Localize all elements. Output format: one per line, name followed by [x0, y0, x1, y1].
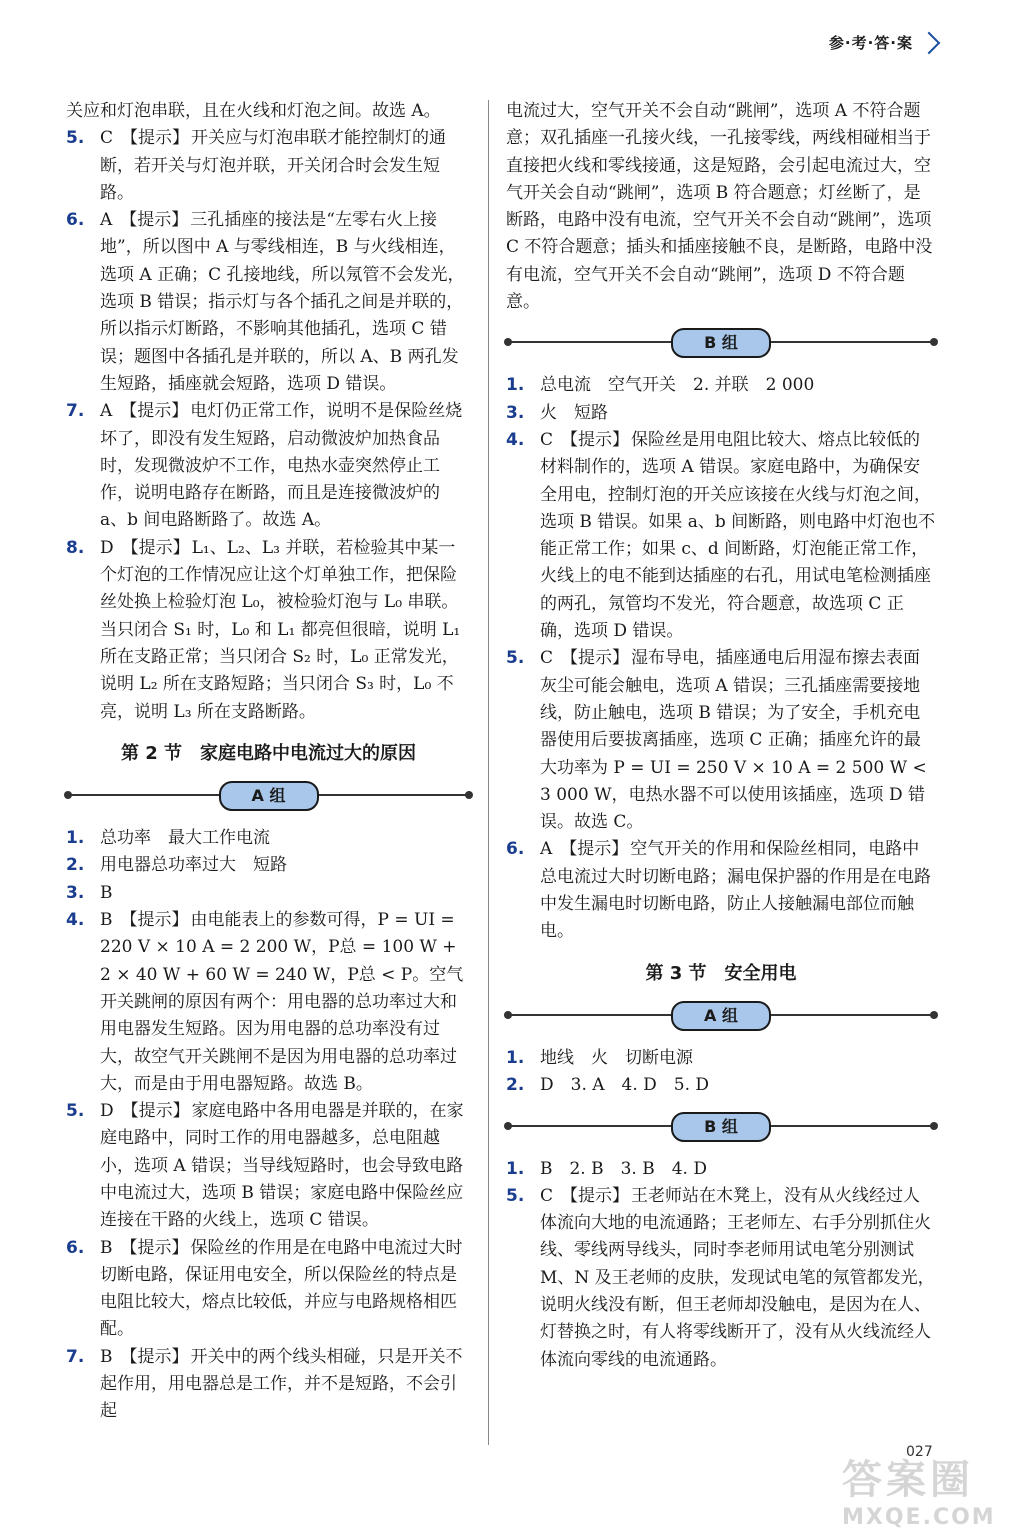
- answer-choice: A: [100, 210, 113, 231]
- answer-text: 火 短路: [540, 402, 608, 423]
- answer-choice: D: [100, 537, 114, 558]
- answer-number: 4.: [66, 910, 85, 931]
- page-number: 027: [906, 1444, 933, 1460]
- answer-list: [506, 372, 936, 945]
- answer-list: [66, 125, 471, 726]
- answer-item: [66, 1235, 471, 1344]
- left-column: [66, 98, 471, 1426]
- hint-label: 【提示】: [120, 1237, 189, 1258]
- hint-label: 【提示】: [560, 839, 629, 860]
- answer-item: [506, 645, 936, 836]
- watermark-text: 答案圈: [842, 1457, 974, 1503]
- answer-text: 总功率 最大工作电流: [100, 828, 270, 849]
- answer-item: [66, 207, 471, 398]
- continued-text: 关应和灯泡串联，且在火线和灯泡之间。故选 A。: [66, 101, 441, 121]
- hint-label: 【提示】: [561, 429, 630, 450]
- answer-text: 电灯仍正常工作，说明不是保险丝烧坏了，即没有发生短路，启动微波炉加热食品时，发现微波炉不工作，电热水壶突然停止工作，说明电路存在断路，而且是连接微波炉的 a、b 间电路断路了。故选 A。: [100, 401, 463, 531]
- answer-number: 8.: [66, 537, 85, 558]
- answer-choice: B: [100, 910, 113, 931]
- answer-text: 地线 火 切断电源: [540, 1047, 693, 1068]
- answer-number: 7.: [66, 1346, 85, 1367]
- group-label: B 组: [671, 1112, 771, 1142]
- answer-choice: C: [540, 429, 554, 450]
- answer-text: 由电能表上的参数可得，P = UI = 220 V × 10 A = 2 200 W，P总 = 100 W + 2 × 40 W + 60 W = 240 W，P总 < P。空气开关跳闸的原因有两个：用电器的总功率过大和用电器发生短路。因为用电器的总功率没有过大，故空气开关跳闸不是因为用电器的总功率过大，而是由于用电器短路。故选 B。: [100, 910, 464, 1094]
- answer-item: [66, 907, 471, 1098]
- answer-number: 1.: [506, 375, 525, 396]
- group-band: [506, 324, 936, 360]
- answer-choice: C: [540, 648, 554, 669]
- answer-choice: A: [100, 401, 113, 422]
- answer-number: 7.: [66, 401, 85, 422]
- right-column: [506, 98, 936, 1374]
- answer-item: [506, 1183, 936, 1374]
- answer-text: 总电流 空气开关 2. 并联 2 000: [540, 375, 815, 396]
- answer-number: 6.: [506, 839, 525, 860]
- answer-item: [66, 1344, 471, 1426]
- answer-number: 1.: [66, 828, 85, 849]
- answer-choice: D: [100, 1101, 114, 1122]
- continued-text: 电流过大，空气开关不会自动“跳闸”，选项 A 不符合题意；双孔插座一孔接火线，一孔接零线，两线相碰相当于直接把火线和零线接通，这是短路，会引起电流过大，空气开关会自动“跳闸”，选项 B 符合题意；灯丝断了，是断路，电路中没有电流，空气开关不会自动“跳闸”，选项 C 不符合题意；插头和插座接触不良，是断路，电路中没有电流，空气开关不会自动“跳闸”，选项 D 不符合题意。: [506, 101, 933, 313]
- watermark-url: MXQE.COM: [842, 1505, 996, 1530]
- answer-item: [506, 427, 936, 645]
- answer-item: [506, 1045, 936, 1072]
- answer-text: 保险丝是用电阻比较大、熔点比较低的材料制作的，选项 A 错误。家庭电路中，为确保安全用电，控制灯泡的开关应该接在火线与灯泡之间，选项 B 错误。如果 a、b 间断路，则电路中灯泡也不能正常工作；如果 c、d 间断路，灯泡能正常工作，火线上的电不能到达插座的右孔，用试电笔检测插座的两孔，氖管均不发光，符合题意，故选项 C 正确，选项 D 错误。: [540, 429, 936, 642]
- answer-list: [506, 1156, 936, 1374]
- answer-number: 2.: [506, 1075, 525, 1096]
- answer-text: 家庭电路中各用电器是并联的，在家庭电路中，同时工作的用电器越多，总电阻越小，选项 A 错误；当导线短路时，也会导致电路中电流过大，选项 B 错误；家庭电路中保险丝应连接在干路的火线上，选项 C 错误。: [100, 1101, 464, 1231]
- group-label: A 组: [219, 781, 319, 811]
- answer-item: [506, 836, 936, 945]
- answer-text: B: [100, 882, 113, 903]
- group-label: B 组: [671, 328, 771, 358]
- answer-item: [66, 535, 471, 726]
- hint-label: 【提示】: [121, 537, 190, 558]
- hint-label: 【提示】: [561, 648, 630, 669]
- answer-number: 3.: [506, 402, 525, 423]
- answer-choice: C: [540, 1185, 554, 1206]
- answer-item: [66, 1098, 471, 1234]
- answer-number: 5.: [506, 648, 525, 669]
- hint-label: 【提示】: [121, 128, 190, 149]
- hint-label: 【提示】: [120, 910, 189, 931]
- answer-text: 保险丝的作用是在电路中电流过大时切断电路，保证用电安全，所以保险丝的特点是电阻比较大，熔点比较低，并应与电路规格相匹配。: [100, 1237, 463, 1340]
- answer-list: [66, 825, 471, 1426]
- answer-number: 1.: [506, 1047, 525, 1068]
- answer-item: [66, 825, 471, 852]
- answer-number: 3.: [66, 882, 85, 903]
- answer-number: 5.: [66, 1101, 85, 1122]
- answer-text: 用电器总功率过大 短路: [100, 855, 287, 876]
- group-band: [506, 1108, 936, 1144]
- answer-choice: C: [100, 128, 114, 149]
- group-label: A 组: [671, 1001, 771, 1031]
- answer-text: 三孔插座的接法是“左零右火上接地”，所以图中 A 与零线相连，B 与火线相连，选项 A 正确；C 孔接地线，所以氖管不会发光，选项 B 错误；指示灯与各个插孔之间是并联的，所以指示灯断路，不影响其他插孔，选项 C 错误；题图中各插孔是并联的，所以 A、B 两孔发生短路，插座就会短路，选项 D 错误。: [100, 210, 465, 394]
- answer-item: [506, 1072, 936, 1099]
- section-title: 第 2 节 家庭电路中电流过大的原因: [120, 742, 417, 764]
- answer-item: [66, 125, 471, 207]
- answer-text: 空气开关的作用和保险丝相同，电路中总电流过大时切断电路；漏电保护器的作用是在电路中发生漏电时切断电路，防止人接触漏电部位而触电。: [540, 839, 931, 942]
- answer-item: [66, 880, 471, 907]
- answer-number: 5.: [506, 1185, 525, 1206]
- answer-number: 5.: [66, 128, 85, 149]
- answer-number: 1.: [506, 1158, 525, 1179]
- watermark-logo: [842, 1448, 1012, 1528]
- answer-choice: B: [100, 1237, 113, 1258]
- hint-label: 【提示】: [120, 1346, 189, 1367]
- answer-number: 4.: [506, 429, 525, 450]
- hint-label: 【提示】: [120, 401, 189, 422]
- chevron-right-icon: [918, 31, 941, 54]
- answer-text: 开关应与灯泡串联才能控制灯的通断，若开关与灯泡并联，开关闭合时会发生短路。: [100, 128, 447, 203]
- answer-text: L₁、L₂、L₃ 并联，若检验其中某一个灯泡的工作情况应让这个灯单独工作，把保险丝处换上检验灯泡 L₀，被检验灯泡与 L₀ 串联。当只闭合 S₁ 时，L₀ 和 L₁ 都亮但很暗，说明 L₁ 所在支路正常；当只闭合 S₂ 时，L₀ 正常发光，说明 L₂ 所在支路短路；当只闭合 S₃ 时，L₀ 不亮，说明 L₃ 所在支路断路。: [100, 537, 461, 722]
- hint-label: 【提示】: [561, 1185, 630, 1206]
- group-band: [506, 997, 936, 1033]
- section-title: 第 3 节 安全用电: [645, 962, 797, 984]
- hint-label: 【提示】: [120, 210, 189, 231]
- answer-text: 王老师站在木凳上，没有从火线经过人体流向大地的电流通路；王老师左、右手分别抓住火线、零线两导线头，同时李老师用试电笔分别测试 M、N 及王老师的皮肤，发现试电笔的氖管都发光，说明火线没有断，但王老师却没触电，是因为在人、灯替换之时，有人将零线断开了，没有从火线流经人体流向零线的电流通路。: [540, 1185, 935, 1370]
- answer-item: [506, 372, 936, 399]
- answer-list: [506, 1045, 936, 1100]
- answer-item: [506, 400, 936, 427]
- page-header: [829, 32, 937, 53]
- header-title: 参·考·答·案: [828, 34, 913, 52]
- answer-choice: B: [100, 1346, 113, 1367]
- answer-text: 开关中的两个线头相碰，只是开关不起作用，用电器总是工作，并不是短路，不会引起: [100, 1346, 463, 1422]
- answer-text: D 3. A 4. D 5. D: [540, 1075, 710, 1096]
- column-divider: [488, 100, 489, 1445]
- answer-text: B 2. B 3. B 4. D: [540, 1158, 707, 1179]
- group-band: [66, 777, 471, 813]
- answer-number: 2.: [66, 855, 85, 876]
- answer-item: [66, 852, 471, 879]
- answer-text: 湿布导电，插座通电后用湿布擦去表面灰尘可能会触电，选项 A 错误；三孔插座需要接地线，防止触电，选项 B 错误；为了安全，手机充电器使用后要拔离插座，选项 C 正确；插座允许的最大功率为 P = UI = 250 V × 10 A = 2 500 W < 3 000 W，电热水器不可以使用该插座，选项 D 错误。故选 C。: [540, 648, 927, 833]
- hint-label: 【提示】: [121, 1101, 190, 1122]
- answer-number: 6.: [66, 210, 85, 231]
- answer-number: 6.: [66, 1237, 85, 1258]
- answer-choice: A: [540, 839, 553, 860]
- answer-item: [66, 398, 471, 534]
- answer-item: [506, 1156, 936, 1183]
